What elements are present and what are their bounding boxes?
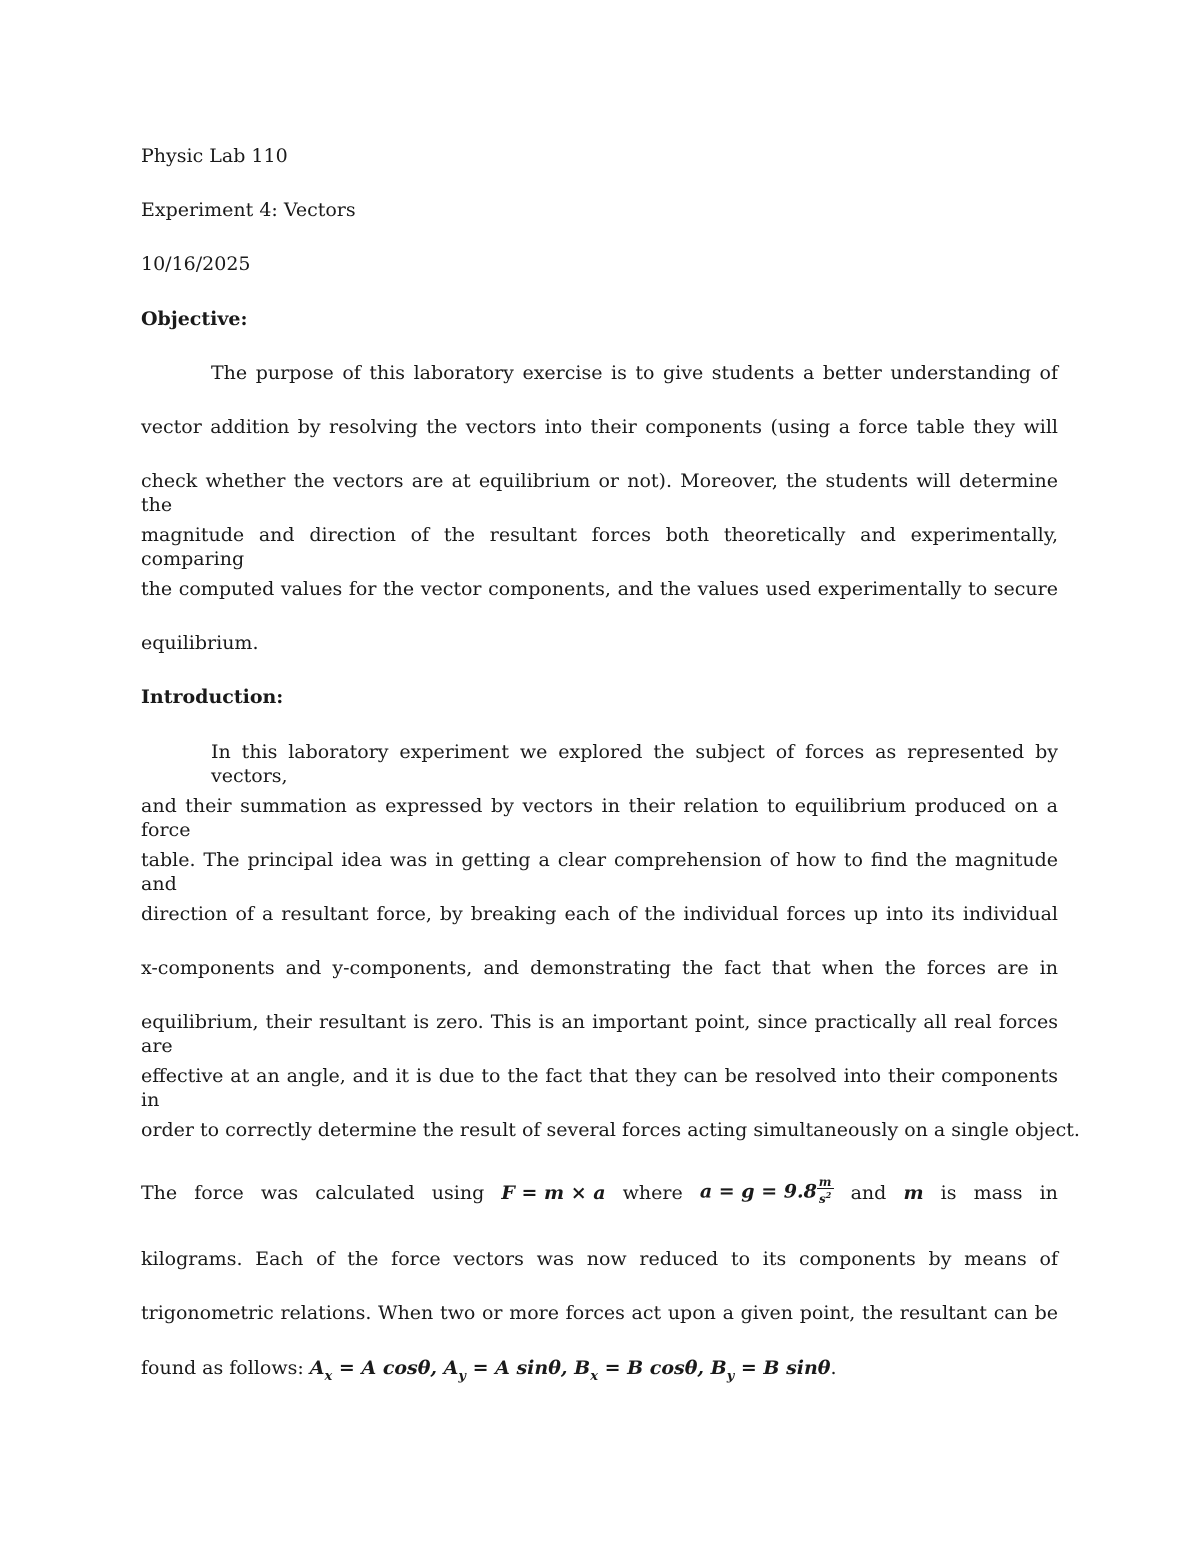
text-word: where — [622, 1181, 683, 1204]
text-word: is — [940, 1181, 957, 1204]
objective-line: vector addition by resolving the vectors into their components (using a force table they will — [141, 416, 1058, 438]
equation-rhs: = B sinθ — [734, 1357, 831, 1379]
components-lead: found as follows: — [141, 1357, 310, 1379]
introduction-line: order to correctly determine the result of several forces acting simultaneously on a single object. — [141, 1119, 1080, 1141]
text-word: using — [431, 1181, 485, 1204]
objective-line: magnitude and direction of the resultant forces both theoretically and experimentally, comparing — [141, 524, 1058, 570]
fraction-numerator: m — [818, 1175, 832, 1189]
introduction-line: equilibrium, their resultant is zero. This is an important point, since practically all real forces are — [141, 1011, 1058, 1057]
text-word: in — [1039, 1181, 1058, 1204]
equation-rhs: = A sinθ, — [465, 1357, 575, 1379]
objective-line: equilibrium. — [141, 632, 259, 654]
bx-equation — [574, 1357, 711, 1384]
subscript-x: x — [590, 1369, 598, 1384]
experiment-title: Experiment 4: Vectors — [141, 199, 356, 221]
introduction-heading: Introduction: — [141, 686, 284, 708]
text-word: force — [194, 1181, 244, 1204]
by-equation — [710, 1357, 831, 1384]
force-formula-line — [141, 1175, 1058, 1207]
introduction-line: kilograms. Each of the force vectors was now reduced to its components by means of — [141, 1248, 1058, 1270]
introduction-line: effective at an angle, and it is due to the fact that they can be resolved into their components in — [141, 1065, 1058, 1111]
gravity-units-fraction — [817, 1176, 834, 1205]
objective-line: the computed values for the vector components, and the values used experimentally to secure — [141, 578, 1058, 600]
introduction-line: table. The principal idea was in getting a clear comprehension of how to find the magnitude and — [141, 849, 1058, 895]
sentence-end: . — [830, 1357, 837, 1379]
text-word: The — [141, 1181, 178, 1204]
introduction-line: trigonometric relations. When two or more forces act upon a given point, the resultant can be — [141, 1302, 1058, 1324]
objective-heading: Objective: — [141, 308, 248, 330]
ax-equation — [309, 1357, 444, 1384]
components-formula-line — [141, 1356, 837, 1383]
fraction-exponent: 2 — [825, 1190, 832, 1200]
fraction-denominator — [817, 1189, 834, 1205]
symbol-a: A — [443, 1357, 459, 1379]
symbol-a: A — [309, 1357, 325, 1379]
introduction-line: direction of a resultant force, by breaking each of the individual forces up into its individual — [141, 903, 1058, 925]
text-word: mass — [973, 1181, 1023, 1204]
ay-equation — [443, 1357, 575, 1384]
course-title: Physic Lab 110 — [141, 145, 288, 167]
force-equation: F = m × a — [501, 1181, 606, 1204]
subscript-y: y — [726, 1369, 735, 1384]
text-word: calculated — [315, 1181, 415, 1204]
subscript-y: y — [458, 1369, 466, 1384]
introduction-line: x-components and y-components, and demonstrating the fact that when the forces are in — [141, 957, 1058, 979]
text-word: and — [850, 1181, 887, 1204]
report-date: 10/16/2025 — [141, 253, 251, 275]
objective-line: The purpose of this laboratory exercise is to give students a better understanding of — [211, 362, 1058, 384]
gravity-equation — [699, 1175, 834, 1207]
subscript-x: x — [324, 1369, 333, 1384]
fraction-denominator-base: s — [818, 1192, 826, 1206]
symbol-b: B — [710, 1357, 727, 1379]
mass-symbol: m — [903, 1181, 924, 1204]
introduction-line: and their summation as expressed by vectors in their relation to equilibrium produced on a force — [141, 795, 1058, 841]
symbol-b: B — [574, 1357, 591, 1379]
equation-rhs: = A cosθ, — [332, 1357, 444, 1379]
gravity-equation-value: a = g = 9.8 — [699, 1180, 817, 1203]
objective-line: check whether the vectors are at equilibrium or not). Moreover, the students will determine the — [141, 470, 1058, 516]
introduction-line: In this laboratory experiment we explored the subject of forces as represented by vectors, — [211, 741, 1058, 787]
equation-rhs: = B cosθ, — [597, 1357, 711, 1379]
text-word: was — [260, 1181, 299, 1204]
